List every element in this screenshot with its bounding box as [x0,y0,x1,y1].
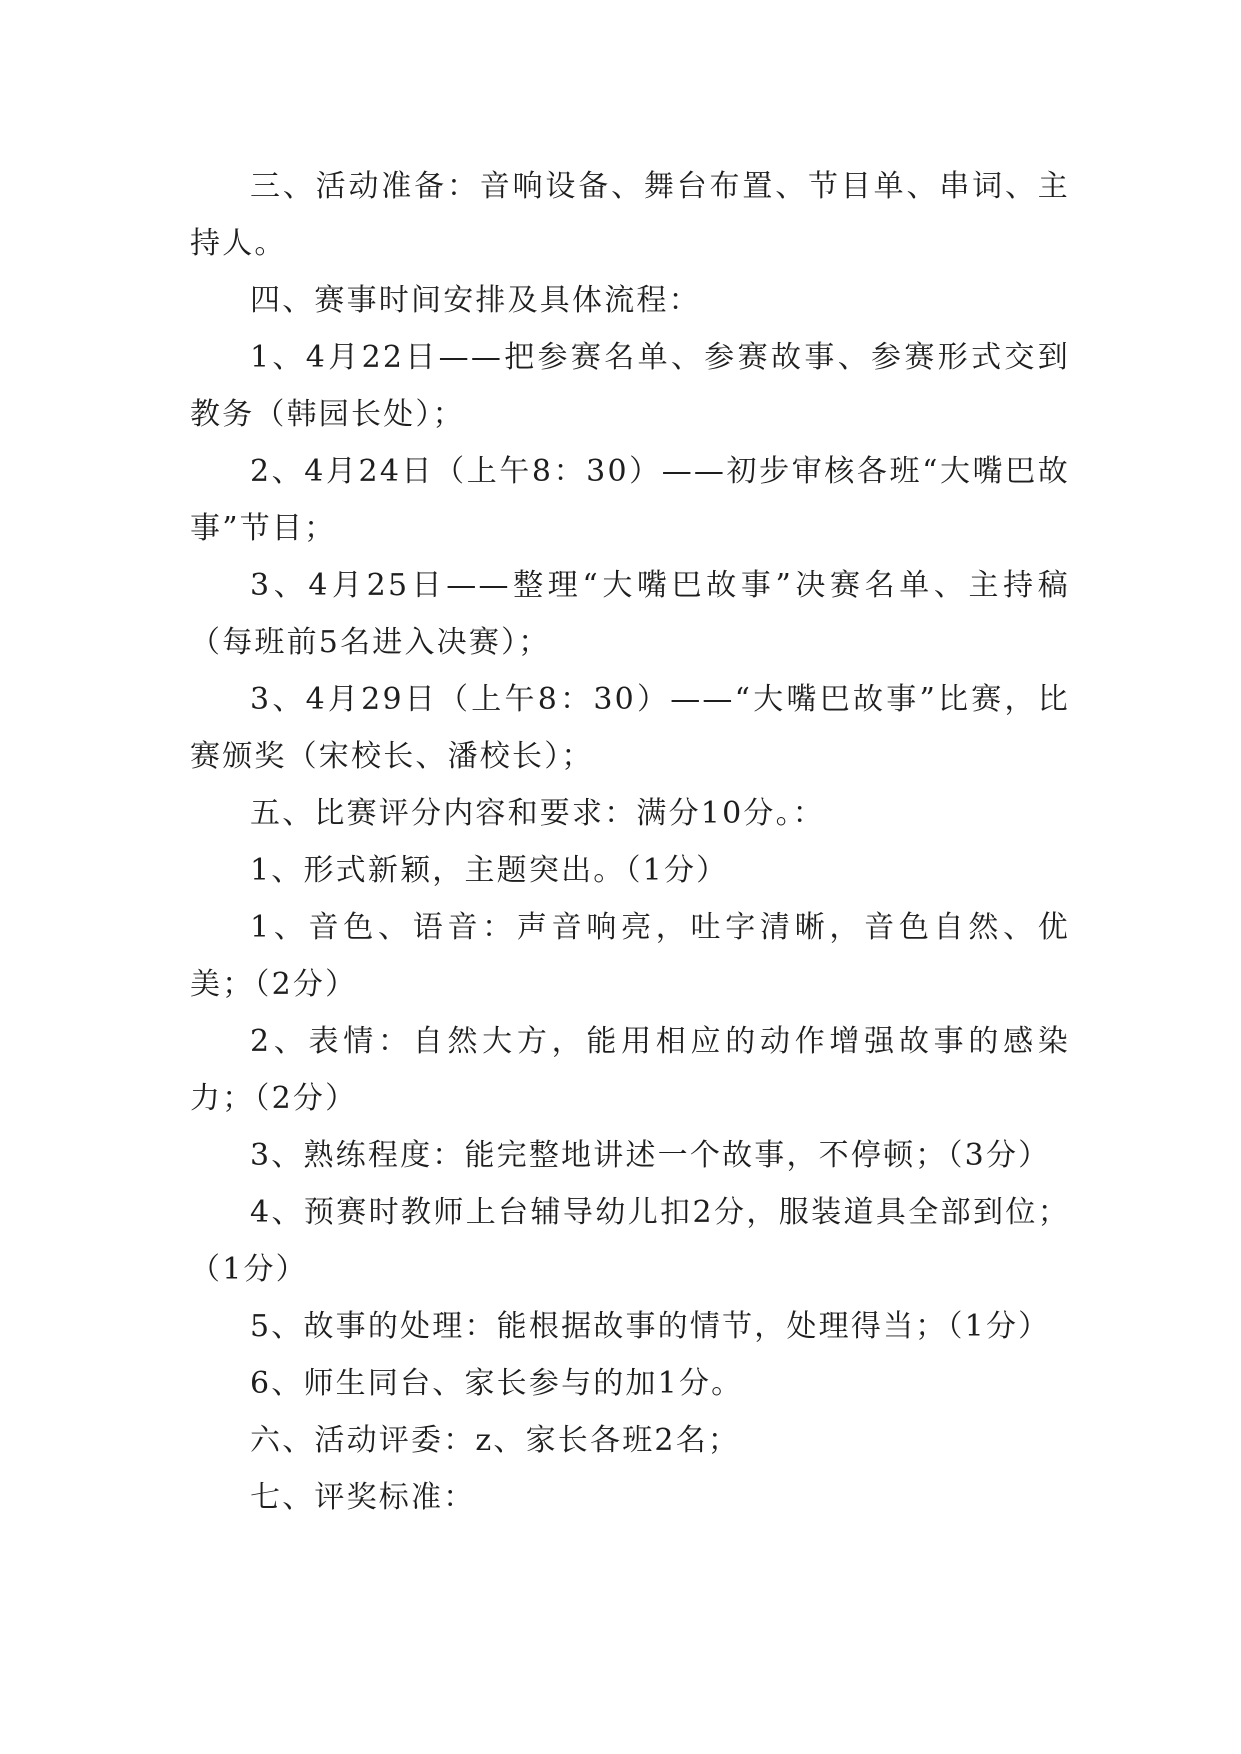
scoring-item-form: 1、形式新颖，主题突出。（1分） [250,853,729,888]
scoring-item-fluency: 3、熟练程度：能完整地讲述一个故事，不停顿；（3分） [250,1138,1051,1173]
section-3-preparation: 三、活动准备：音响设备、舞台布置、节目单、串词、主持人。 [190,169,1070,261]
scoring-item-expression: 2、表情：自然大方，能用相应的动作增强故事的感染力；（2分） [190,1024,1070,1116]
document-body [190,158,1070,1526]
section-4-heading: 四、赛事时间安排及具体流程： [250,283,701,318]
scoring-item-bonus: 6、师生同台、家长参与的加1分。 [250,1366,744,1401]
section-7-award-criteria: 七、评奖标准： [250,1480,476,1515]
section-5-heading: 五、比赛评分内容和要求：满分10分。： [250,796,825,831]
schedule-item-2: 2、4月24日（上午8：30）——初步审核各班“大嘴巴故事”节目； [190,454,1070,546]
scoring-item-voice: 1、音色、语音：声音响亮，吐字清晰，音色自然、优美；（2分） [190,910,1070,1002]
scoring-item-costume: 4、预赛时教师上台辅导幼儿扣2分，服装道具全部到位；（1分） [190,1195,1070,1287]
schedule-item-4: 3、4月29日（上午8：30）——“大嘴巴故事”比赛，比赛颁奖（宋校长、潘校长）； [190,682,1070,774]
schedule-item-1: 1、4月22日——把参赛名单、参赛故事、参赛形式交到教务（韩园长处）； [190,340,1070,432]
section-6-judges: 六、活动评委：z、家长各班2名； [250,1423,741,1458]
scoring-item-handling: 5、故事的处理：能根据故事的情节，处理得当；（1分） [250,1309,1051,1344]
schedule-item-3: 3、4月25日——整理“大嘴巴故事”决赛名单、主持稿（每班前5名进入决赛）； [190,568,1070,660]
